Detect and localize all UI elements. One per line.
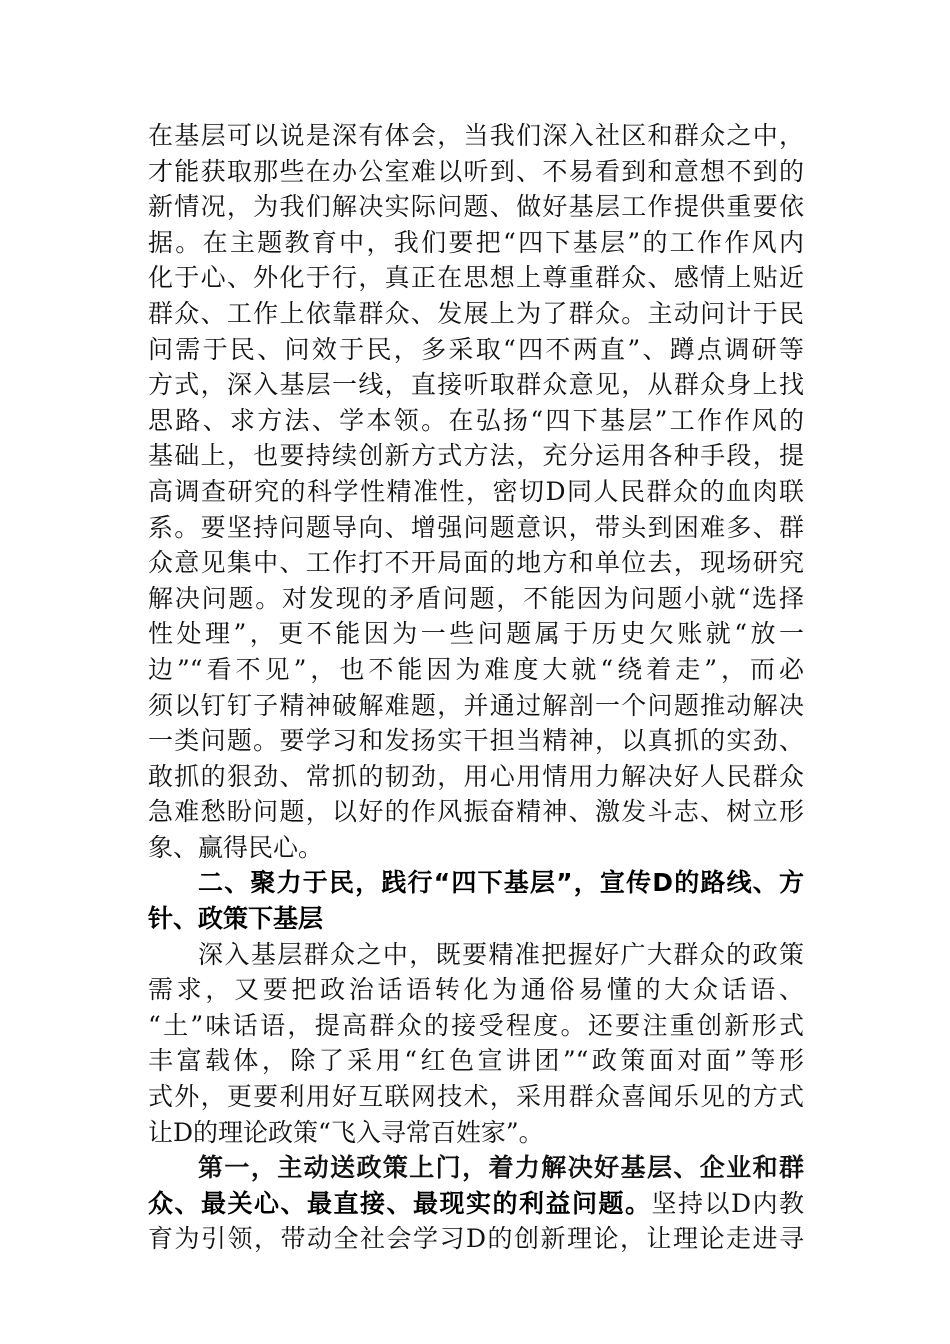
- text-line: 思路、求方法、学本领。在弘扬“四下基层”工作作风的: [148, 405, 804, 435]
- text-line: 群众、工作上依靠群众、发展上为了群众。主动问计于民: [148, 298, 804, 328]
- paragraph: [148, 1150, 804, 1257]
- text-line: 敢抓的狠劲、常抓的韧劲，用心用情用力解决好人民群众: [148, 761, 804, 791]
- text-line: 边”“看不见”，也不能因为难度大就“绕着走”，而必: [148, 654, 804, 684]
- text-line: 第一，主动送政策上门，着力解决好基层、企业和群: [198, 1153, 804, 1183]
- text-line: 据。在主题教育中，我们要把“四下基层”的工作作风内: [148, 227, 804, 257]
- normal-run: 坚持以D内教: [651, 1188, 804, 1218]
- text-line: 众意见集中、工作打不开局面的地方和单位去，现场研究: [148, 548, 804, 578]
- text-line: 系。要坚持问题导向、增强问题意识，带头到困难多、群: [148, 512, 804, 542]
- text-line: 让D的理论政策“飞入寻常百姓家”。: [148, 1117, 544, 1147]
- text-line: 育为引领，带动全社会学习D的创新理论，让理论走进寻: [148, 1224, 804, 1254]
- heading-line: 针、政策下基层: [148, 904, 324, 934]
- paragraph: [148, 937, 804, 1151]
- text-line: 急难愁盼问题，以好的作风振奋精神、激发斗志、树立形: [148, 797, 804, 827]
- section-heading: [148, 865, 804, 936]
- document-body: [148, 118, 804, 1257]
- text-line: 新情况，为我们解决实际问题、做好基层工作提供重要依: [148, 192, 804, 222]
- text-line: 性处理”，更不能因为一些问题属于历史欠账就“放一: [148, 619, 804, 649]
- text-line: 须以钉钉子精神破解难题，并通过解剖一个问题推动解决: [148, 690, 804, 720]
- text-line: 解决问题。对发现的矛盾问题，不能因为问题小就“选择: [148, 583, 804, 613]
- text-line: 在基层可以说是深有体会，当我们深入社区和群众之中，: [148, 121, 804, 150]
- bold-run: 众、最关心、最直接、最现实的利益问题。: [148, 1188, 652, 1218]
- text-line: 一类问题。要学习和发扬实干担当精神，以真抓的实劲、: [148, 726, 804, 756]
- text-line: 方式，深入基层一线，直接听取群众意见，从群众身上找: [148, 370, 804, 400]
- text-line: 丰富载体，除了采用“红色宣讲团”“政策面对面”等形: [148, 1046, 804, 1076]
- text-line: 问需于民、问效于民，多采取“四不两直”、蹲点调研等: [148, 334, 804, 364]
- text-line: 象、赢得民心。: [148, 832, 324, 862]
- text-line: 深入基层群众之中，既要精准把握好广大群众的政策: [198, 939, 804, 969]
- text-line: 式外，更要利用好互联网技术，采用群众喜闻乐见的方式: [148, 1082, 804, 1112]
- text-line: “土”味话语，提高群众的接受程度。还要注重创新形式: [148, 1010, 804, 1040]
- text-line: 基础上，也要持续创新方式方法，充分运用各种手段，提: [148, 441, 804, 471]
- text-line: [148, 1186, 804, 1222]
- text-line: 化于心、外化于行，真正在思想上尊重群众、感情上贴近: [148, 263, 804, 293]
- paragraph: [148, 118, 804, 865]
- text-line: 高调查研究的科学性精准性，密切D同人民群众的血肉联: [148, 476, 804, 506]
- text-line: 需求，又要把政治话语转化为通俗易懂的大众话语、: [148, 975, 804, 1005]
- heading-line: 二、聚力于民，践行“四下基层”，宣传D的路线、方: [198, 868, 804, 898]
- text-line: 才能获取那些在办公室难以听到、不易看到和意想不到的: [148, 156, 804, 186]
